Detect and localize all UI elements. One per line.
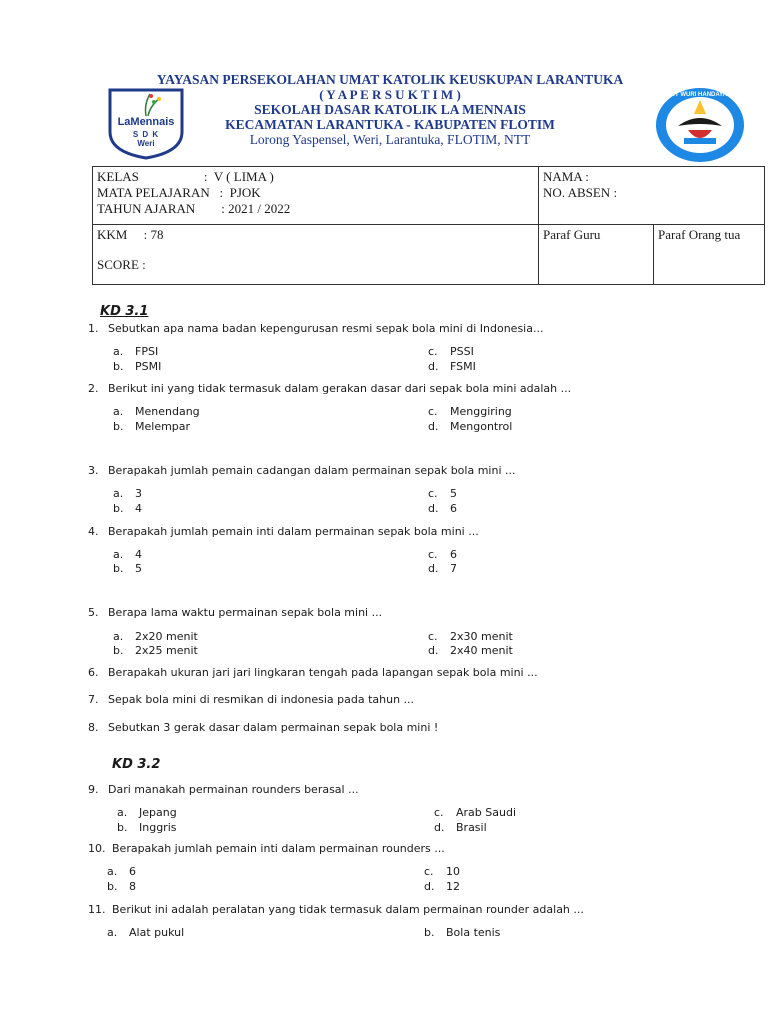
logo-weri: Weri [137, 139, 155, 148]
q9-option-c[interactable]: c. Arab Saudi [434, 806, 517, 819]
question-6: 6. Berapakah ukuran jari jari lingkaran tengah pada lapangan sepak bola mini ... [88, 666, 538, 679]
q3-option-a[interactable]: a. 3 [113, 487, 142, 500]
q4-option-d[interactable]: d. 7 [428, 562, 457, 575]
tahun-field: TAHUN AJARAN : 2021 / 2022 [97, 201, 291, 216]
logo-sdk: S D K [132, 130, 160, 139]
question-7: 7. Sepak bola mini di resmikan di indonesia pada tahun ... [88, 693, 415, 706]
q1-option-a[interactable]: a. FPSI [113, 345, 159, 358]
q2-option-a[interactable]: a. Menendang [113, 405, 200, 418]
q4-option-b[interactable]: b. 5 [113, 562, 142, 575]
q5-option-c[interactable]: c. 2x30 menit [428, 630, 513, 643]
tut-wuri-handayani-emblem [654, 86, 746, 164]
section-kd32: KD 3.2 [112, 757, 161, 772]
q9-option-d[interactable]: d. Brasil [434, 821, 487, 834]
q2-option-b[interactable]: b. Melempar [113, 420, 191, 433]
mapel-field: MATA PELAJARAN : PJOK [97, 185, 261, 200]
kelas-field: KELAS : V ( LIMA ) [97, 169, 274, 184]
q4-option-a[interactable]: a. 4 [113, 548, 142, 561]
q3-option-d[interactable]: d. 6 [428, 502, 457, 515]
q5-option-a[interactable]: a. 2x20 menit [113, 630, 198, 643]
question-4: 4. Berapakah jumlah pemain inti dalam permainan sepak bola mini ... [88, 525, 479, 538]
q5-option-b[interactable]: b. 2x25 menit [113, 644, 198, 657]
nama-field[interactable]: NAMA : [543, 169, 589, 184]
q10-option-a[interactable]: a. 6 [107, 865, 136, 878]
q1-option-d[interactable]: d. FSMI [428, 360, 476, 373]
question-9: 9. Dari manakah permainan rounders berasal ... [88, 783, 359, 796]
foundation-name: YAYASAN PERSEKOLAHAN UMAT KATOLIK KEUSKUPAN LARANTUKA [156, 72, 624, 87]
question-5: 5. Berapa lama waktu permainan sepak bola mini ... [88, 606, 383, 619]
paraf-guru-label: Paraf Guru [543, 227, 601, 242]
q11-option-a[interactable]: a. Alat pukul [107, 926, 185, 939]
q9-option-b[interactable]: b. Inggris [117, 821, 177, 834]
school-address: Lorong Yaspensel, Weri, Larantuka, FLOTIM, NTT [249, 132, 531, 147]
logo-name: LaMennais [117, 116, 175, 128]
student-info-table [92, 166, 765, 285]
kkm-field: KKM : 78 [97, 227, 164, 242]
absen-field[interactable]: NO. ABSEN : [543, 185, 618, 200]
q3-option-c[interactable]: c. 5 [428, 487, 457, 500]
question-1: 1. Sebutkan apa nama badan kepengurusan resmi sepak bola mini di Indonesia... [88, 322, 544, 335]
school-logo [106, 86, 186, 160]
score-field[interactable]: SCORE : [97, 257, 146, 272]
q2-option-c[interactable]: c. Menggiring [428, 405, 512, 418]
q11-option-b[interactable]: b. Bola tenis [424, 926, 501, 939]
q5-option-d[interactable]: d. 2x40 menit [428, 644, 513, 657]
school-name: SEKOLAH DASAR KATOLIK LA MENNAIS [254, 102, 526, 117]
q10-option-d[interactable]: d. 12 [424, 880, 460, 893]
q9-option-a[interactable]: a. Jepang [117, 806, 177, 819]
question-2: 2. Berikut ini yang tidak termasuk dalam gerakan dasar dari sepak bola mini adalah ... [88, 382, 572, 395]
q4-option-c[interactable]: c. 6 [428, 548, 457, 561]
paraf-guru-cell[interactable] [539, 225, 654, 285]
question-3: 3. Berapakah jumlah pemain cadangan dalam permainan sepak bola mini ... [88, 464, 516, 477]
q1-option-c[interactable]: c. PSSI [428, 345, 474, 358]
q1-option-b[interactable]: b. PSMI [113, 360, 162, 373]
foundation-abbrev: ( Y A P E R S U K T I M ) [319, 87, 461, 102]
question-10: 10. Berapakah jumlah pemain inti dalam permainan rounders ... [88, 842, 445, 855]
paraf-ortu-cell[interactable] [654, 225, 765, 285]
paraf-ortu-label: Paraf Orang tua [658, 227, 741, 242]
question-8: 8. Sebutkan 3 gerak dasar dalam permainan sepak bola mini ! [88, 721, 439, 734]
section-kd31: KD 3.1 [100, 304, 149, 319]
q2-option-d[interactable]: d. Mengontrol [428, 420, 513, 433]
school-district: KECAMATAN LARANTUKA - KABUPATEN FLOTIM [225, 117, 555, 132]
q10-option-b[interactable]: b. 8 [107, 880, 136, 893]
question-11: 11. Berikut ini adalah peralatan yang tidak termasuk dalam permainan rounder adalah ... [88, 903, 584, 916]
emblem-motto: TUT WURI HANDAYANI [667, 92, 733, 98]
q10-option-c[interactable]: c. 10 [424, 865, 460, 878]
q3-option-b[interactable]: b. 4 [113, 502, 142, 515]
